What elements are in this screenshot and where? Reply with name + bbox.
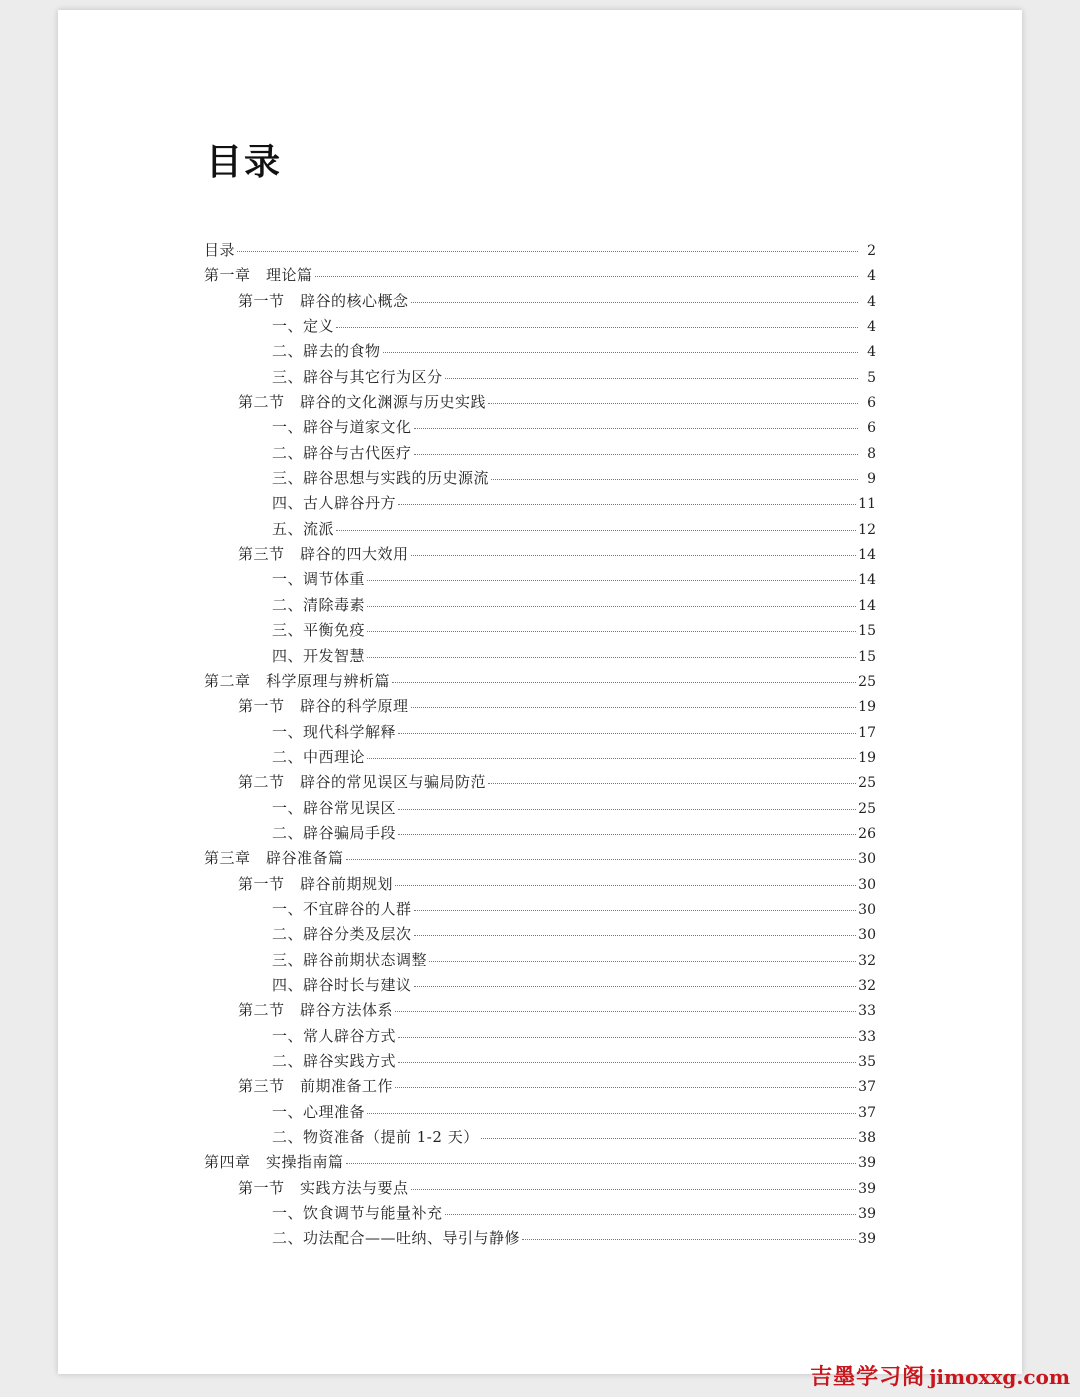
- toc-entry[interactable]: [204, 949, 876, 974]
- toc-page-number: 30: [858, 901, 876, 918]
- toc-entry-text: 四、古人辟谷丹方: [272, 494, 397, 513]
- toc-dot-leader: [367, 631, 856, 632]
- toc-dot-leader: [336, 530, 856, 531]
- toc-page-number: 8: [867, 445, 876, 462]
- toc-entry[interactable]: [204, 873, 876, 898]
- toc-dot-leader: [346, 1163, 857, 1164]
- toc-dot-leader: [522, 1239, 856, 1240]
- toc-page-number: 37: [858, 1104, 876, 1121]
- toc-page-number: 30: [858, 851, 876, 868]
- toc-entry[interactable]: [204, 695, 876, 720]
- watermark: [810, 1360, 1070, 1391]
- toc-dot-leader: [414, 986, 857, 987]
- toc-dot-leader: [414, 910, 857, 911]
- toc-entry[interactable]: [204, 518, 876, 543]
- toc-page-number: 6: [867, 420, 876, 437]
- toc-entry-text: 第二节 辟谷的文化渊源与历史实践: [238, 393, 487, 412]
- toc-page-number: 6: [867, 395, 876, 412]
- toc-entry-text: 一、不宜辟谷的人群: [272, 899, 412, 918]
- toc-entry-text: 第一节 辟谷前期规划: [238, 874, 394, 893]
- toc-entry[interactable]: [204, 1101, 876, 1126]
- toc-entry-text: 第二节 辟谷的常见误区与骗局防范: [238, 773, 487, 792]
- toc-dot-leader: [491, 479, 858, 480]
- toc-page-number: 25: [858, 673, 876, 690]
- toc-dot-leader: [367, 580, 856, 581]
- toc-page-number: 14: [858, 547, 876, 564]
- toc-entry-text: 第一节 实践方法与要点: [238, 1178, 409, 1197]
- toc-page-number: 4: [867, 319, 876, 336]
- toc-entry-text: 一、辟谷与道家文化: [272, 418, 412, 437]
- toc-entry[interactable]: [204, 543, 876, 568]
- toc-entry[interactable]: [204, 847, 876, 872]
- toc-page-number: 9: [867, 471, 876, 488]
- toc-entry[interactable]: [204, 1126, 876, 1151]
- toc-page-number: 37: [858, 1079, 876, 1096]
- toc-page-number: 33: [858, 1003, 876, 1020]
- toc-page-number: 5: [867, 369, 876, 386]
- toc-page-number: 26: [858, 825, 876, 842]
- toc-page-number: 14: [858, 572, 876, 589]
- toc-page-number: 12: [858, 521, 876, 538]
- toc-entry-text: 二、清除毒素: [272, 595, 366, 614]
- toc-entry-text: 二、辟谷实践方式: [272, 1052, 397, 1070]
- toc-entry-text: 第三章 辟谷准备篇: [204, 849, 344, 868]
- toc-entry[interactable]: [204, 746, 876, 771]
- toc-entry-text: 第一节 辟谷的核心概念: [238, 291, 409, 310]
- toc-page-number: 15: [858, 623, 876, 640]
- toc-entry-text: 一、辟谷常见误区: [272, 798, 397, 817]
- toc-entry[interactable]: [204, 264, 876, 289]
- toc-page-number: 19: [858, 749, 876, 766]
- toc-page-number: 39: [858, 1206, 876, 1223]
- toc-dot-leader: [445, 1214, 857, 1215]
- toc-entry[interactable]: [204, 1202, 876, 1227]
- toc-entry[interactable]: [204, 290, 876, 315]
- toc-dot-leader: [429, 961, 856, 962]
- toc-entry-text: 二、辟去的食物: [272, 342, 381, 361]
- toc-dot-leader: [414, 935, 857, 936]
- toc-entry-text: 第三节 辟谷的四大效用: [238, 545, 409, 564]
- toc-entry[interactable]: [204, 619, 876, 644]
- toc-dot-leader: [411, 555, 857, 556]
- toc-entry[interactable]: [204, 923, 876, 948]
- toc-page-number: 35: [858, 1054, 876, 1070]
- toc-entry-text: 第四章 实操指南篇: [204, 1153, 344, 1172]
- toc-entry[interactable]: [204, 1177, 876, 1202]
- toc-entry-text: 四、辟谷时长与建议: [272, 975, 412, 994]
- toc-entry-text: 一、现代科学解释: [272, 722, 397, 741]
- toc-entry[interactable]: [204, 999, 876, 1024]
- table-of-contents: [204, 239, 876, 1253]
- toc-page-number: 14: [858, 597, 876, 614]
- toc-entry-text: 一、心理准备: [272, 1102, 366, 1121]
- toc-dot-leader: [392, 682, 856, 683]
- toc-entry-text: 四、开发智慧: [272, 646, 366, 665]
- toc-dot-leader: [395, 1011, 856, 1012]
- toc-entry-text: 三、辟谷与其它行为区分: [272, 367, 443, 386]
- toc-entry-text: 第二节 辟谷方法体系: [238, 1001, 394, 1020]
- toc-dot-leader: [395, 1087, 856, 1088]
- watermark-text-cn: 吉墨学习阁: [810, 1365, 926, 1390]
- toc-page-number: 19: [858, 699, 876, 716]
- toc-entry[interactable]: [204, 391, 876, 416]
- toc-entry[interactable]: [204, 721, 876, 746]
- toc-page-number: 38: [858, 1130, 876, 1147]
- toc-entry[interactable]: [204, 594, 876, 619]
- toc-entry-text: 第一节 辟谷的科学原理: [238, 697, 409, 716]
- toc-dot-leader: [367, 758, 856, 759]
- toc-entry[interactable]: [204, 1075, 876, 1100]
- toc-entry-text: 三、辟谷思想与实践的历史源流: [272, 469, 490, 488]
- toc-entry[interactable]: [204, 974, 876, 999]
- toc-dot-leader: [398, 809, 856, 810]
- toc-entry[interactable]: [204, 492, 876, 517]
- toc-entry[interactable]: [204, 315, 876, 340]
- toc-dot-leader: [414, 428, 858, 429]
- toc-entry[interactable]: [204, 467, 876, 492]
- toc-dot-leader: [367, 1113, 856, 1114]
- toc-entry[interactable]: [204, 340, 876, 365]
- toc-dot-leader: [395, 885, 856, 886]
- toc-dot-leader: [411, 1189, 857, 1190]
- toc-page-number: 25: [858, 800, 876, 817]
- toc-dot-leader: [414, 454, 858, 455]
- toc-page-number: 30: [858, 876, 876, 893]
- toc-page-number: 25: [858, 775, 876, 792]
- toc-dot-leader: [398, 1062, 856, 1063]
- toc-entry[interactable]: [204, 239, 876, 264]
- toc-entry-text: 一、饮食调节与能量补充: [272, 1204, 443, 1223]
- toc-entry-text: 二、功法配合——吐纳、导引与静修: [272, 1229, 521, 1248]
- toc-entry-text: 一、常人辟谷方式: [272, 1026, 397, 1045]
- toc-dot-leader: [398, 733, 856, 734]
- toc-page-number: 4: [867, 268, 876, 285]
- toc-page-number: 39: [858, 1155, 876, 1172]
- toc-entry[interactable]: [204, 771, 876, 796]
- toc-entry[interactable]: [204, 366, 876, 391]
- toc-entry-text: 二、中西理论: [272, 747, 366, 766]
- toc-entry-text: 二、物资准备（提前 1-2 天）: [272, 1128, 479, 1147]
- toc-page-number: 2: [867, 243, 876, 259]
- toc-page-number: 4: [867, 293, 876, 310]
- toc-dot-leader: [411, 707, 857, 708]
- toc-entry[interactable]: [204, 1050, 876, 1075]
- watermark-text-en: jimoxxg.com: [929, 1365, 1070, 1389]
- toc-entry-text: 第二章 科学原理与辨析篇: [204, 671, 391, 690]
- toc-entry[interactable]: [204, 1227, 876, 1252]
- toc-entry[interactable]: [204, 645, 876, 670]
- toc-entry[interactable]: [204, 416, 876, 441]
- toc-dot-leader: [315, 276, 858, 277]
- toc-page-number: 11: [858, 496, 876, 513]
- toc-entry[interactable]: [204, 670, 876, 695]
- page-title: 目录: [206, 142, 283, 183]
- toc-dot-leader: [336, 327, 858, 328]
- toc-dot-leader: [411, 302, 858, 303]
- toc-dot-leader: [237, 251, 858, 252]
- toc-entry[interactable]: [204, 442, 876, 467]
- toc-entry[interactable]: [204, 1025, 876, 1050]
- toc-page-number: 33: [858, 1028, 876, 1045]
- toc-page-number: 32: [858, 977, 876, 994]
- toc-dot-leader: [398, 1037, 856, 1038]
- toc-page-number: 39: [858, 1231, 876, 1248]
- toc-entry-text: 第三节 前期准备工作: [238, 1077, 394, 1096]
- toc-dot-leader: [488, 403, 858, 404]
- toc-entry[interactable]: [204, 797, 876, 822]
- toc-entry-text: 三、辟谷前期状态调整: [272, 950, 428, 969]
- toc-page-number: 30: [858, 927, 876, 944]
- toc-dot-leader: [445, 378, 858, 379]
- toc-dot-leader: [346, 859, 857, 860]
- toc-entry-text: 第一章 理论篇: [204, 266, 313, 285]
- document-page: [58, 10, 1022, 1374]
- toc-page-number: 4: [867, 344, 876, 361]
- toc-entry-text: 二、辟谷骗局手段: [272, 823, 397, 842]
- toc-entry[interactable]: [204, 568, 876, 593]
- toc-entry-text: 五、流派: [272, 519, 335, 538]
- toc-page-number: 15: [858, 648, 876, 665]
- toc-dot-leader: [488, 783, 856, 784]
- toc-entry-text: 二、辟谷分类及层次: [272, 925, 412, 944]
- toc-page-number: 17: [858, 724, 876, 741]
- toc-page-number: 39: [858, 1180, 876, 1197]
- toc-dot-leader: [481, 1138, 856, 1139]
- toc-entry[interactable]: [204, 822, 876, 847]
- toc-entry[interactable]: [204, 1151, 876, 1176]
- toc-dot-leader: [398, 504, 856, 505]
- toc-entry-text: 一、调节体重: [272, 570, 366, 589]
- toc-dot-leader: [383, 352, 858, 353]
- toc-entry-text: 目录: [204, 241, 236, 259]
- toc-entry-text: 三、平衡免疫: [272, 621, 366, 640]
- toc-page-number: 32: [858, 952, 876, 969]
- toc-dot-leader: [367, 606, 856, 607]
- toc-entry[interactable]: [204, 898, 876, 923]
- toc-entry-text: 二、辟谷与古代医疗: [272, 443, 412, 462]
- toc-entry-text: 一、定义: [272, 317, 335, 336]
- toc-dot-leader: [398, 834, 856, 835]
- toc-dot-leader: [367, 657, 856, 658]
